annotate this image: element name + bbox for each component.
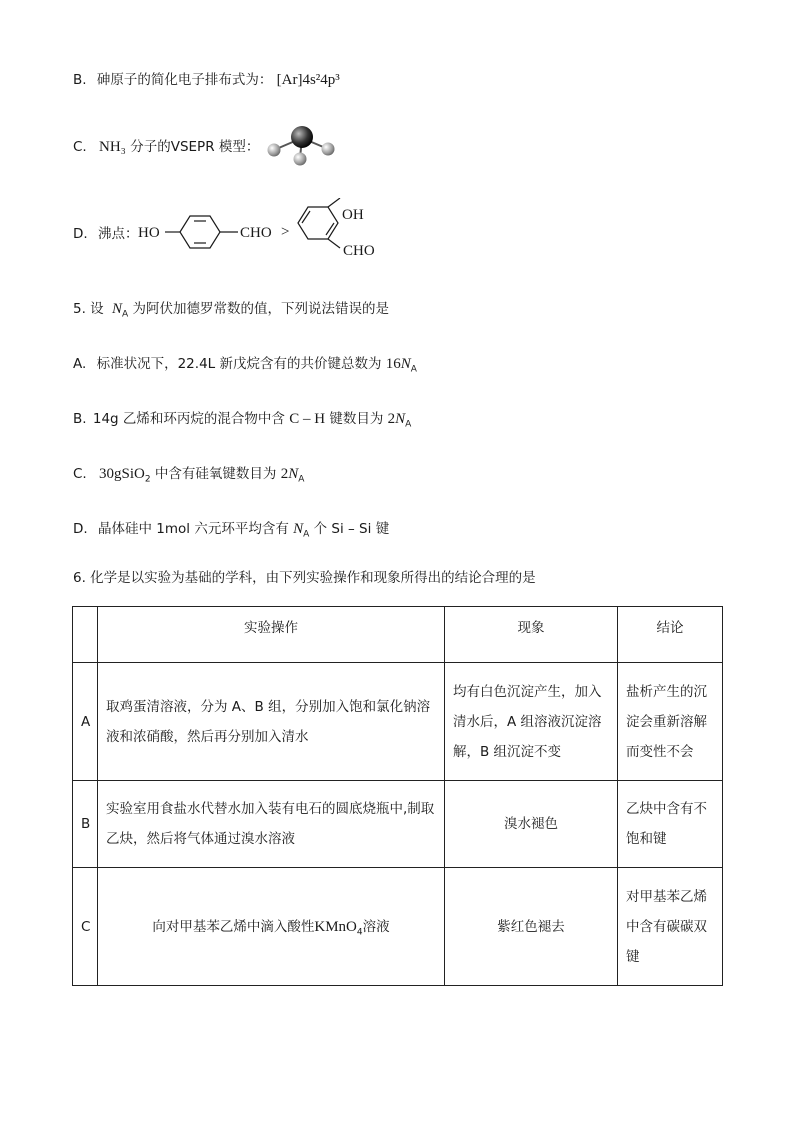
operation-cell: 实验室用食盐水代替水加入装有电石的圆底烧瓶中,制取乙炔，然后将气体通过溴水溶液 [98,781,445,868]
q6-stem: 6. 化学是以实验为基础的学科，由下列实验操作和现象所得出的结论合理的是 [73,570,536,586]
ho-group: HO [138,225,160,241]
q5-option-b: B. 14g 乙烯和环丙烷的混合物中含 C – H 键数目为 $2N_A$ [73,411,412,430]
q4-option-d [73,224,138,244]
table-row [73,868,723,986]
header-cell [73,607,98,663]
row-label: C [73,868,98,986]
cho-group: CHO [240,225,272,241]
q5-option-c: C. 30gSiO$_2$ 中含有硅氧键数目为 $2N_A$ [73,466,305,485]
formula-nh3: NH₃ [99,139,126,155]
option-text: 分子的VSEPR 模型： [130,139,260,155]
header-cell: 现象 [445,607,618,663]
operation-cell: 取鸡蛋清溶液，分为 A、B 组，分别加入饱和氯化钠溶液和浓硝酸，然后再分别加入清水 [98,663,445,781]
table-row [73,663,723,781]
q4-option-b [73,70,340,90]
conclusion-cell: 乙炔中含有不饱和键 [618,781,723,868]
header-cell: 结论 [618,607,723,663]
greater-than: > [281,224,290,240]
table-header-row [73,607,723,663]
experiment-table [72,606,723,986]
option-label: B. [73,72,87,88]
option-label: D. [73,226,88,242]
phenomenon-cell: 溴水褪色 [445,781,618,868]
row-label: A [73,663,98,781]
structure-comparison [130,198,400,264]
q5-option-a: A. 标准状况下，22.4L 新戊烷含有的共价键总数为 $16N_A$ [73,356,417,375]
electron-config: [Ar]4s²4p³ [276,72,340,88]
operation-cell: 向对甲基苯乙烯中滴入酸性KMnO$_4$溶液 [98,868,445,986]
phenomenon-cell: 紫红色褪去 [445,868,618,986]
option-label: C. [73,139,87,155]
conclusion-cell: 盐析产生的沉淀会重新溶解而变性不会 [618,663,723,781]
row-label: B [73,781,98,868]
vsepr-model-image [262,122,342,172]
option-text: 砷原子的简化电子排布式为： [96,72,273,88]
option-text: 沸点： [97,226,139,242]
na-symbol: N [111,301,122,317]
cho-group-2: CHO [343,243,375,259]
header-cell: 实验操作 [98,607,445,663]
q5-stem: 5. 设 $N_A$ 为阿伏加德罗常数的值，下列说法错误的是 [73,301,389,320]
q5-option-d: D. 晶体硅中 1mol 六元环平均含有 $N_A$ 个 Si – Si 键 [73,521,390,540]
table-row [73,781,723,868]
conclusion-cell: 对甲基苯乙烯中含有碳碳双键 [618,868,723,986]
phenomenon-cell: 均有白色沉淀产生，加入清水后，A 组溶液沉淀溶解，B 组沉淀不变 [445,663,618,781]
oh-group: OH [342,207,364,223]
q4-option-c [73,137,259,157]
